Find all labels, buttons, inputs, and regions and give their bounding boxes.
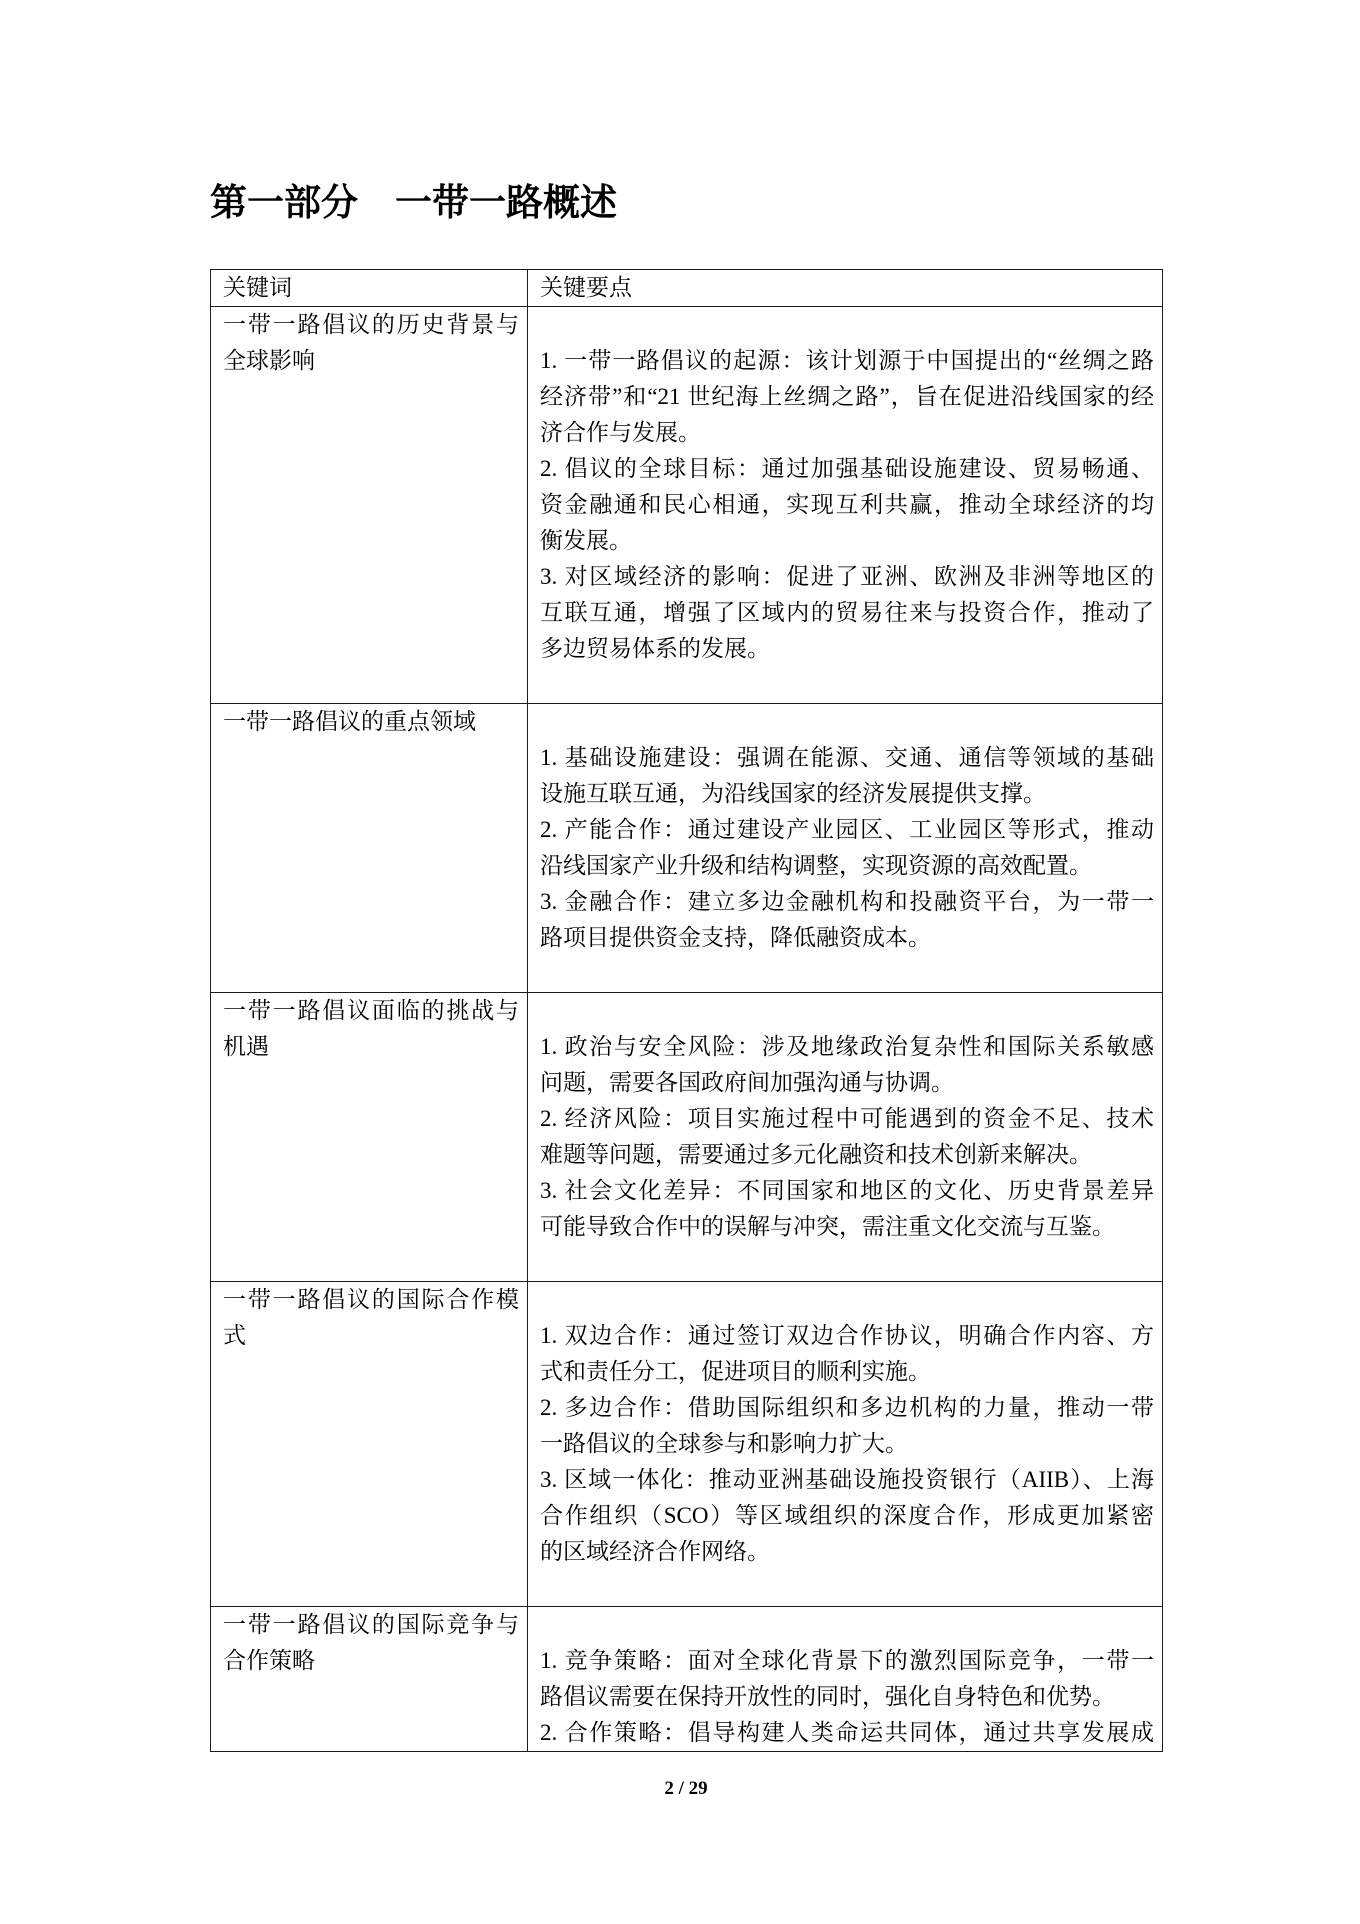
key-point-line: 2. 产能合作：通过建设产业园区、工业园区等形式，推动 (540, 817, 1154, 842)
table-row (211, 1607, 1163, 1752)
key-point-line: 合作组织（SCO）等区域组织的深度合作，形成更加紧密 (540, 1503, 1154, 1528)
key-point-line: 多边贸易体系的发展。 (540, 636, 770, 661)
key-point-line: 1. 双边合作：通过签订双边合作协议，明确合作内容、方 (540, 1323, 1154, 1348)
key-point-line: 资金融通和民心相通，实现互利共赢，推动全球经济的均 (540, 492, 1154, 517)
header-keyword: 关键词 (211, 270, 528, 307)
keyword-cell: 一带一路倡议的历史背景与全球影响 (211, 307, 528, 704)
key-points-cell (528, 1282, 1163, 1607)
table-row (211, 307, 1163, 704)
key-point-line: 式和责任分工，促进项目的顺利实施。 (540, 1359, 931, 1384)
key-point (540, 884, 1154, 956)
key-point-line: 1. 基础设施建设：强调在能源、交通、通信等领域的基础 (540, 745, 1154, 770)
key-point-line: 2. 多边合作：借助国际组织和多边机构的力量，推动一带 (540, 1395, 1154, 1420)
key-point (540, 343, 1154, 451)
keyword-cell: 一带一路倡议的重点领域 (211, 704, 528, 993)
key-point-line: 沿线国家产业升级和结构调整，实现资源的高效配置。 (540, 853, 1092, 878)
keyword-cell: 一带一路倡议面临的挑战与机遇 (211, 993, 528, 1282)
table-head (211, 270, 1163, 307)
key-point (540, 1318, 1154, 1390)
key-point (540, 1101, 1154, 1173)
key-point (540, 559, 1154, 667)
key-point (540, 1390, 1154, 1462)
key-point-line: 1. 一带一路倡议的起源：该计划源于中国提出的“丝绸之路 (540, 348, 1154, 373)
key-point (540, 1643, 1154, 1715)
key-point-line: 2. 合作策略：倡导构建人类命运共同体，通过共享发展成 (540, 1720, 1154, 1745)
key-point-line: 可能导致合作中的误解与冲突，需注重文化交流与互鉴。 (540, 1214, 1115, 1239)
key-points-cell (528, 993, 1163, 1282)
key-point-line: 的区域经济合作网络。 (540, 1539, 770, 1564)
header-key-points: 关键要点 (528, 270, 1163, 307)
table-header-row (211, 270, 1163, 307)
key-point-line: 1. 政治与安全风险：涉及地缘政治复杂性和国际关系敏感 (540, 1034, 1154, 1059)
key-point (540, 812, 1154, 884)
key-points-cell (528, 1607, 1163, 1752)
key-point-line: 难题等问题，需要通过多元化融资和技术创新来解决。 (540, 1142, 1092, 1167)
key-points-cell (528, 307, 1163, 704)
key-point-line: 济合作与发展。 (540, 420, 701, 445)
key-point (540, 1029, 1154, 1101)
key-point-line: 衡发展。 (540, 528, 632, 553)
key-point-line: 3. 对区域经济的影响：促进了亚洲、欧洲及非洲等地区的 (540, 564, 1154, 589)
key-point-line: 2. 经济风险：项目实施过程中可能遇到的资金不足、技术 (540, 1106, 1154, 1131)
key-point (540, 1715, 1154, 1751)
key-point (540, 1173, 1154, 1245)
key-point-line: 一路倡议的全球参与和影响力扩大。 (540, 1431, 908, 1456)
key-points-cell (528, 704, 1163, 993)
key-point-line: 1. 竞争策略：面对全球化背景下的激烈国际竞争，一带一 (540, 1648, 1154, 1673)
key-point-line: 3. 金融合作：建立多边金融机构和投融资平台，为一带一 (540, 889, 1154, 914)
key-point-line: 3. 区域一体化：推动亚洲基础设施投资银行（AIIB）、上海 (540, 1467, 1154, 1492)
key-point-line: 互联互通，增强了区域内的贸易往来与投资合作，推动了 (540, 600, 1154, 625)
table-row (211, 993, 1163, 1282)
table-body (211, 307, 1163, 1752)
keyword-cell: 一带一路倡议的国际竞争与合作策略 (211, 1607, 528, 1752)
page-number: 2 / 29 (664, 1778, 708, 1799)
key-point (540, 1462, 1154, 1570)
key-point-line: 路倡议需要在保持开放性的同时，强化自身特色和优势。 (540, 1684, 1115, 1709)
table-row (211, 1282, 1163, 1607)
key-points-table (210, 269, 1163, 1752)
key-point-line: 设施互联互通，为沿线国家的经济发展提供支撑。 (540, 781, 1046, 806)
key-point-line: 经济带”和“21 世纪海上丝绸之路”，旨在促进沿线国家的经 (540, 384, 1154, 409)
key-point-line: 2. 倡议的全球目标：通过加强基础设施建设、贸易畅通、 (540, 456, 1154, 481)
key-point-line: 问题，需要各国政府间加强沟通与协调。 (540, 1070, 954, 1095)
key-point-line: 路项目提供资金支持，降低融资成本。 (540, 925, 931, 950)
section-title: 第一部分 一带一路概述 (210, 183, 617, 224)
key-point (540, 740, 1154, 812)
key-point (540, 451, 1154, 559)
table-row (211, 704, 1163, 993)
keyword-cell: 一带一路倡议的国际合作模式 (211, 1282, 528, 1607)
key-point-line: 3. 社会文化差异：不同国家和地区的文化、历史背景差异 (540, 1178, 1154, 1203)
